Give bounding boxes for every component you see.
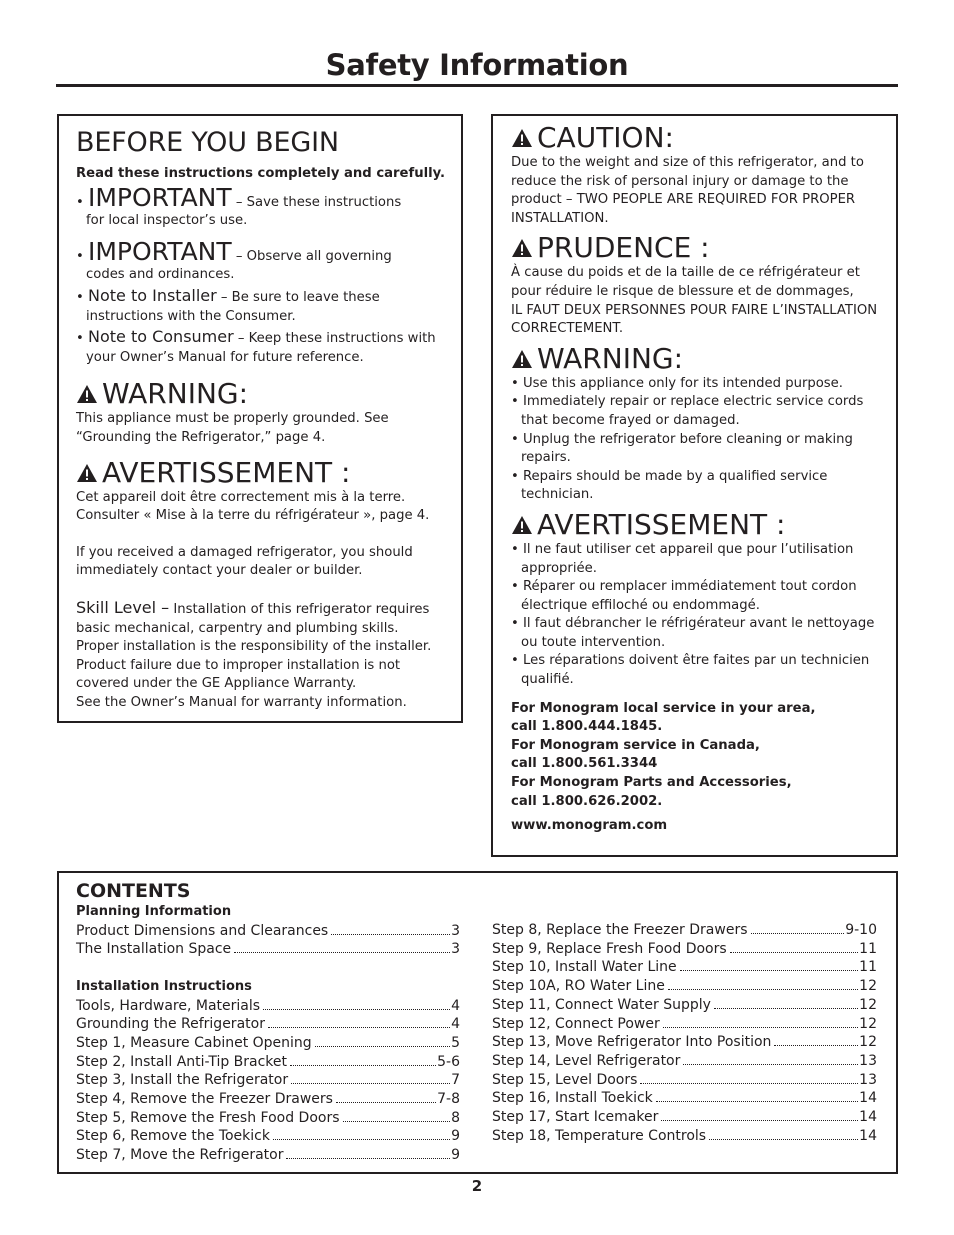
- toc-entry[interactable]: [492, 1089, 877, 1108]
- toc-entry-page: 9: [451, 1147, 460, 1164]
- item-text: – Keep these instructions with: [233, 331, 436, 347]
- toc-leader-dots: [331, 934, 450, 935]
- toc-leader-dots: [714, 1008, 858, 1009]
- damaged-line: If you received a damaged refrigerator, you should: [76, 544, 413, 560]
- toc-leader-dots: [640, 1083, 858, 1084]
- toc-entry[interactable]: [76, 1127, 460, 1146]
- toc-leader-dots: [661, 1120, 858, 1121]
- toc-entry-label: Step 16, Install Toekick: [492, 1090, 653, 1107]
- warning-triangle-icon: [76, 463, 102, 483]
- toc-entry-page: 12: [859, 996, 877, 1013]
- intro-text: Read these instructions completely and carefully.: [76, 166, 446, 181]
- toc-entry[interactable]: [76, 1071, 460, 1090]
- page-number: 2: [471, 1177, 483, 1195]
- toc-entry-label: Step 8, Replace the Freezer Drawers: [492, 922, 748, 938]
- avertissement-line: Cet appareil doit être correctement mis à la terre.: [76, 489, 406, 505]
- title-rule: [56, 84, 898, 87]
- warning-heading: WARNING:: [511, 343, 896, 375]
- website-link[interactable]: www.monogram.com: [511, 818, 668, 834]
- toc-entry[interactable]: [76, 1053, 460, 1072]
- toc-entry[interactable]: [492, 977, 877, 996]
- toc-entry-label: Step 11, Connect Water Supply: [492, 996, 711, 1013]
- toc-leader-dots: [680, 970, 859, 971]
- warning-triangle-icon: [511, 349, 537, 369]
- toc-entry-label: Step 1, Measure Cabinet Opening: [76, 1034, 312, 1051]
- item-text: – Save these instructions: [231, 194, 402, 210]
- item-text-2: your Owner’s Manual for future reference.: [86, 349, 364, 365]
- skill-level-lead: Skill Level –: [76, 597, 170, 617]
- item-lead: IMPORTANT: [87, 182, 232, 212]
- toc-entry-page: 7-8: [437, 1091, 460, 1108]
- toc-right-column: [492, 921, 877, 1145]
- toc-entry-label: Step 10A, RO Water Line: [492, 978, 665, 995]
- installation-heading: Installation Instructions: [76, 978, 252, 994]
- toc-leader-dots: [663, 1027, 858, 1028]
- toc-entry[interactable]: [492, 996, 877, 1015]
- toc-entry-label: Tools, Hardware, Materials: [76, 997, 261, 1014]
- item-text: – Be sure to leave these: [216, 289, 380, 305]
- item-lead: Note to Consumer: [87, 327, 234, 347]
- toc-entry[interactable]: [76, 1034, 460, 1053]
- toc-entry-page: 11: [859, 940, 877, 957]
- toc-entry-page: 4: [451, 1016, 460, 1033]
- contents-box: [57, 871, 898, 1174]
- toc-leader-dots: [751, 933, 845, 934]
- toc-entry-page: 7: [451, 1072, 460, 1089]
- toc-leader-dots: [343, 1121, 451, 1122]
- avertissement-heading: AVERTISSEMENT :: [76, 457, 461, 489]
- note-consumer-item: • Note to Consumer – Keep these instructions with your Owner’s Manual for future reference.: [76, 328, 461, 367]
- prudence-line: À cause du poids et de la taille de ce réfrigérateur et: [511, 265, 860, 281]
- caution-line: INSTALLATION.: [511, 210, 609, 226]
- toc-leader-dots: [286, 1158, 450, 1159]
- toc-entry[interactable]: [76, 922, 460, 941]
- toc-entry-page: 5: [451, 1034, 460, 1051]
- item-text: – Observe all governing: [231, 248, 392, 264]
- avertissement-line: Consulter « Mise à la terre du réfrigérateur », page 4.: [76, 508, 430, 524]
- toc-entry-page: 3: [451, 922, 460, 939]
- toc-entry-page: 5-6: [437, 1053, 460, 1070]
- toc-entry-page: 11: [859, 959, 877, 976]
- important-item-2: • IMPORTANT – Observe all governing codes and ordinances.: [76, 240, 461, 285]
- toc-leader-dots: [668, 989, 858, 990]
- toc-entry-label: Step 12, Connect Power: [492, 1015, 660, 1032]
- toc-entry-page: 14: [859, 1127, 877, 1144]
- toc-entry[interactable]: [76, 1015, 460, 1034]
- caution-line: product – TWO PEOPLE ARE REQUIRED FOR PROPER: [511, 192, 856, 208]
- warning-triangle-icon: [511, 238, 537, 258]
- toc-entry-label: Step 15, Level Doors: [492, 1071, 638, 1088]
- toc-entry-page: 14: [859, 1109, 877, 1126]
- toc-entry[interactable]: [76, 1109, 460, 1128]
- toc-entry[interactable]: [492, 1108, 877, 1127]
- prudence-line: pour réduire le risque de blessure et de dommages,: [511, 283, 854, 299]
- warning-triangle-icon: [511, 128, 537, 148]
- warning-line: “Grounding the Refrigerator,” page 4.: [76, 429, 326, 445]
- toc-entry[interactable]: [492, 1127, 877, 1146]
- toc-entry-label: Step 17, Start Icemaker: [492, 1109, 659, 1126]
- page-title: Safety Information: [325, 48, 629, 82]
- warning-bullet: • Unplug the refrigerator before cleaning or making repairs.: [511, 431, 853, 466]
- toc-entry[interactable]: [76, 1146, 460, 1165]
- toc-entry[interactable]: [76, 940, 460, 959]
- item-text-2: instructions with the Consumer.: [86, 308, 296, 324]
- service-info: For Monogram local service in your area, call 1.800.444.1845. For Monogram service in Canada, call 1.800.561.3344 For Monogram Parts and Accessories, call 1.800.626.2002.: [511, 700, 816, 809]
- toc-left-column: [76, 903, 460, 1165]
- item-text-2: codes and ordinances.: [86, 267, 235, 283]
- item-lead: IMPORTANT: [87, 236, 232, 266]
- toc-entry-label: Step 10, Install Water Line: [492, 959, 677, 976]
- toc-leader-dots: [263, 1009, 450, 1010]
- toc-entry-page: 9: [451, 1128, 460, 1145]
- toc-entry-page: 12: [859, 978, 877, 995]
- toc-entry-page: 12: [859, 1034, 877, 1051]
- toc-leader-dots: [291, 1083, 450, 1084]
- toc-leader-dots: [290, 1065, 436, 1066]
- toc-entry[interactable]: [492, 1071, 877, 1090]
- toc-leader-dots: [336, 1102, 436, 1103]
- toc-entry[interactable]: [492, 958, 877, 977]
- avertissement-bullet: • Il faut débrancher le réfrigérateur avant le nettoyage ou toute intervention.: [511, 616, 875, 650]
- warning-triangle-icon: [76, 384, 102, 404]
- caution-line: reduce the risk of personal injury or damage to the: [511, 173, 849, 189]
- before-you-begin-heading: BEFORE YOU BEGIN: [76, 127, 339, 158]
- warning-line: This appliance must be properly grounded. See: [76, 411, 389, 427]
- warning-bullet: • Immediately repair or replace electric service cords that become frayed or damaged.: [511, 394, 864, 428]
- toc-entry[interactable]: [76, 997, 460, 1016]
- toc-entry-label: Step 5, Remove the Fresh Food Doors: [76, 1109, 340, 1126]
- toc-entry[interactable]: [492, 1033, 877, 1052]
- note-installer-item: • Note to Installer – Be sure to leave these instructions with the Consumer.: [76, 287, 461, 326]
- toc-entry-label: Step 9, Replace Fresh Food Doors: [492, 940, 727, 957]
- toc-entry-page: 14: [859, 1090, 877, 1107]
- caution-box: [491, 114, 898, 857]
- toc-entry-label: Product Dimensions and Clearances: [76, 922, 329, 939]
- warning-triangle-icon: [511, 515, 537, 535]
- toc-entry-label: Step 14, Level Refrigerator: [492, 1052, 681, 1069]
- toc-leader-dots: [730, 952, 859, 953]
- contents-title: CONTENTS: [76, 880, 191, 902]
- item-text-2: for local inspector’s use.: [86, 213, 248, 229]
- toc-entry-page: 8: [451, 1109, 460, 1126]
- toc-leader-dots: [315, 1046, 450, 1047]
- avertissement-bullet: • Les réparations doivent être faites par un technicien qualifié.: [511, 653, 870, 688]
- toc-entry-label: Step 4, Remove the Freezer Drawers: [76, 1091, 333, 1108]
- toc-entry-label: Step 6, Remove the Toekick: [76, 1128, 270, 1145]
- avertissement-bullet: • Réparer ou remplacer immédiatement tout cordon électrique effiloché ou endommagé.: [511, 579, 857, 613]
- toc-leader-dots: [268, 1027, 450, 1028]
- planning-heading: Planning Information: [76, 904, 232, 919]
- prudence-line: IL FAUT DEUX PERSONNES POUR FAIRE L’INSTALLATION: [511, 302, 878, 318]
- toc-entry-page: 4: [451, 997, 460, 1014]
- before-you-begin-box: [57, 114, 463, 723]
- item-lead: Note to Installer: [87, 285, 217, 305]
- prudence-line: CORRECTEMENT.: [511, 321, 624, 337]
- toc-entry-label: Step 7, Move the Refrigerator: [76, 1147, 284, 1164]
- toc-entry-label: Grounding the Refrigerator: [76, 1016, 265, 1033]
- toc-entry[interactable]: [492, 940, 877, 959]
- prudence-heading: PRUDENCE :: [511, 232, 896, 264]
- toc-entry[interactable]: [492, 1015, 877, 1034]
- toc-entry-label: Step 2, Install Anti-Tip Bracket: [76, 1053, 288, 1070]
- toc-leader-dots: [774, 1045, 858, 1046]
- toc-leader-dots: [234, 952, 450, 953]
- skill-level-paragraph: Skill Level – Installation of this refrigerator requires basic mechanical, carpentry and plumbing skills. Proper installation is the responsibility of the installer. Product failure due to improper installation is not covered under the GE Appliance Warranty. See the Owner’s Manual for warranty information.: [76, 597, 432, 710]
- toc-entry-label: Step 18, Temperature Controls: [492, 1127, 707, 1144]
- toc-entry[interactable]: [492, 1052, 877, 1071]
- damaged-line: immediately contact your dealer or builder.: [76, 563, 363, 579]
- toc-entry-page: 13: [859, 1071, 877, 1088]
- caution-heading: CAUTION:: [511, 122, 896, 154]
- caution-line: Due to the weight and size of this refrigerator, and to: [511, 155, 864, 170]
- avertissement-heading: AVERTISSEMENT :: [511, 509, 896, 541]
- toc-entry-label: Step 13, Move Refrigerator Into Position: [492, 1034, 772, 1051]
- warning-bullet: • Repairs should be made by a qualified service technician.: [511, 468, 828, 503]
- toc-entry-page: 12: [859, 1015, 877, 1032]
- important-item-1: • IMPORTANT – Save these instructions for local inspector’s use.: [76, 186, 461, 231]
- toc-entry-page: 9-10: [845, 922, 877, 938]
- toc-entry-page: 13: [859, 1052, 877, 1069]
- warning-heading: WARNING:: [76, 378, 461, 410]
- toc-entry[interactable]: [492, 921, 877, 940]
- toc-leader-dots: [273, 1139, 450, 1140]
- toc-leader-dots: [656, 1101, 858, 1102]
- toc-entry-page: 3: [451, 941, 460, 958]
- toc-leader-dots: [683, 1064, 858, 1065]
- warning-bullet: • Use this appliance only for its intended purpose.: [511, 375, 843, 391]
- toc-entry-label: The Installation Space: [76, 941, 232, 958]
- toc-leader-dots: [709, 1139, 858, 1140]
- toc-entry[interactable]: [76, 1090, 460, 1109]
- toc-entry-label: Step 3, Install the Refrigerator: [76, 1072, 289, 1089]
- avertissement-bullet: • Il ne faut utiliser cet appareil que pour l’utilisation appropriée.: [511, 541, 854, 576]
